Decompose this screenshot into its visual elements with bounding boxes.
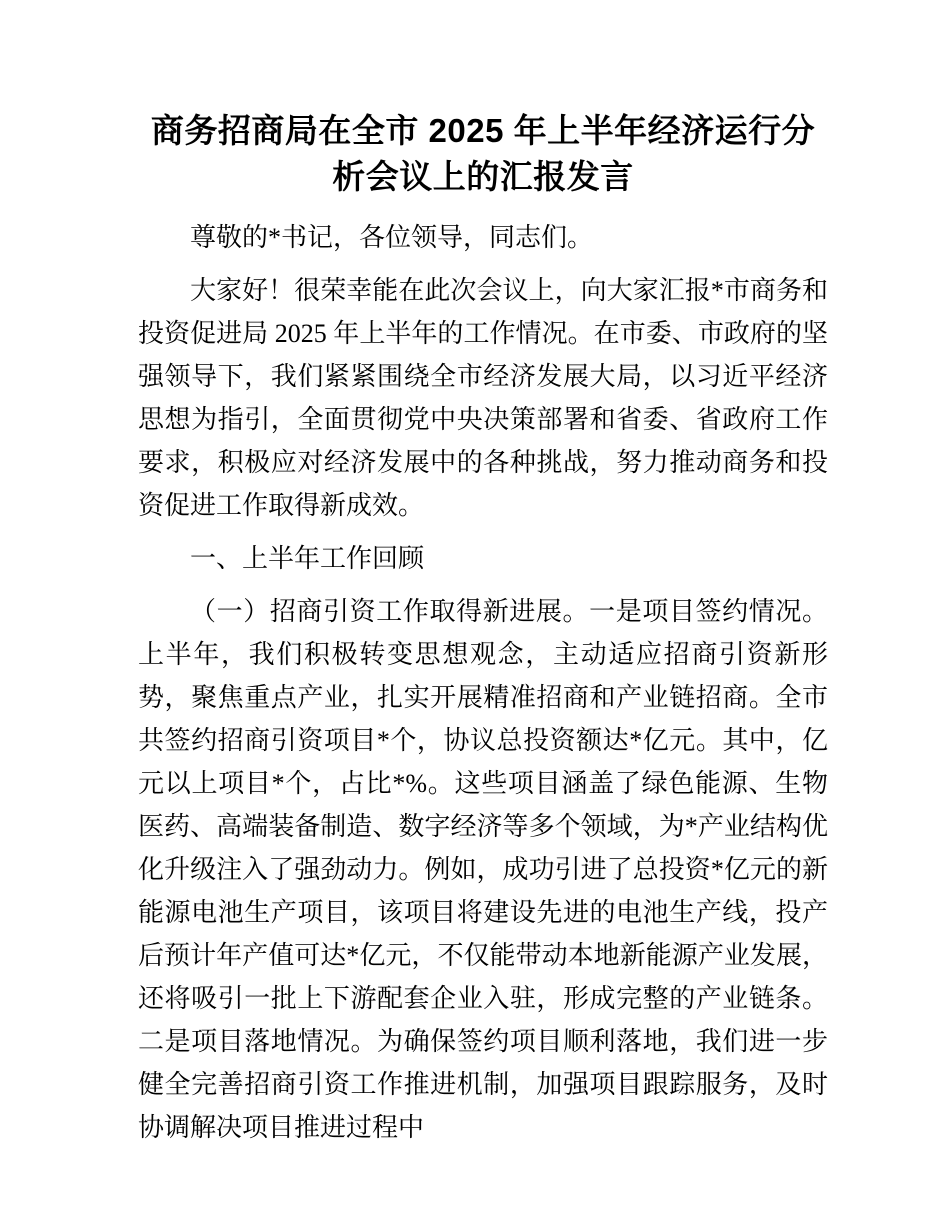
opening-paragraph: 大家好！很荣幸能在此次会议上，向大家汇报*市商务和投资促进局 2025 年上半年的工作情况。在市委、市政府的坚强领导下，我们紧紧围绕全市经济发展大局，以习近平经济思想为指引，全面贯彻党中央决策部署和省委、省政府工作要求，积极应对经济发展中的各种挑战，努力推动商务和投资促进工作取得新成效。	[138, 276, 828, 520]
section-heading-1: 一、上半年工作回顾	[190, 544, 425, 573]
body-paragraph-1: （一）招商引资工作取得新进展。一是项目签约情况。上半年，我们积极转变思想观念，主动适应招商引资新形势，聚焦重点产业，扎实开展精准招商和产业链招商。全市共签约招商引资项目*个，协议总投资额达*亿元。其中，亿元以上项目*个，占比*%。这些项目涵盖了绿色能源、生物医药、高端装备制造、数字经济等多个领域，为*产业结构优化升级注入了强劲动力。例如，成功引进了总投资*亿元的新能源电池生产项目，该项目将建设先进的电池生产线，投产后预计年产值可达*亿元，不仅能带动本地新能源产业发展，还将吸引一批上下游配套企业入驻，形成完整的产业链条。二是项目落地情况。为确保签约项目顺利落地，我们进一步健全完善招商引资工作推进机制，加强项目跟踪服务，及时协调解决项目推进过程中	[138, 597, 828, 1142]
salutation-paragraph: 尊敬的*书记，各位领导，同志们。	[190, 223, 594, 252]
document-title: 商务招商局在全市 2025 年上半年经济运行分析会议上的汇报发言	[150, 112, 816, 195]
